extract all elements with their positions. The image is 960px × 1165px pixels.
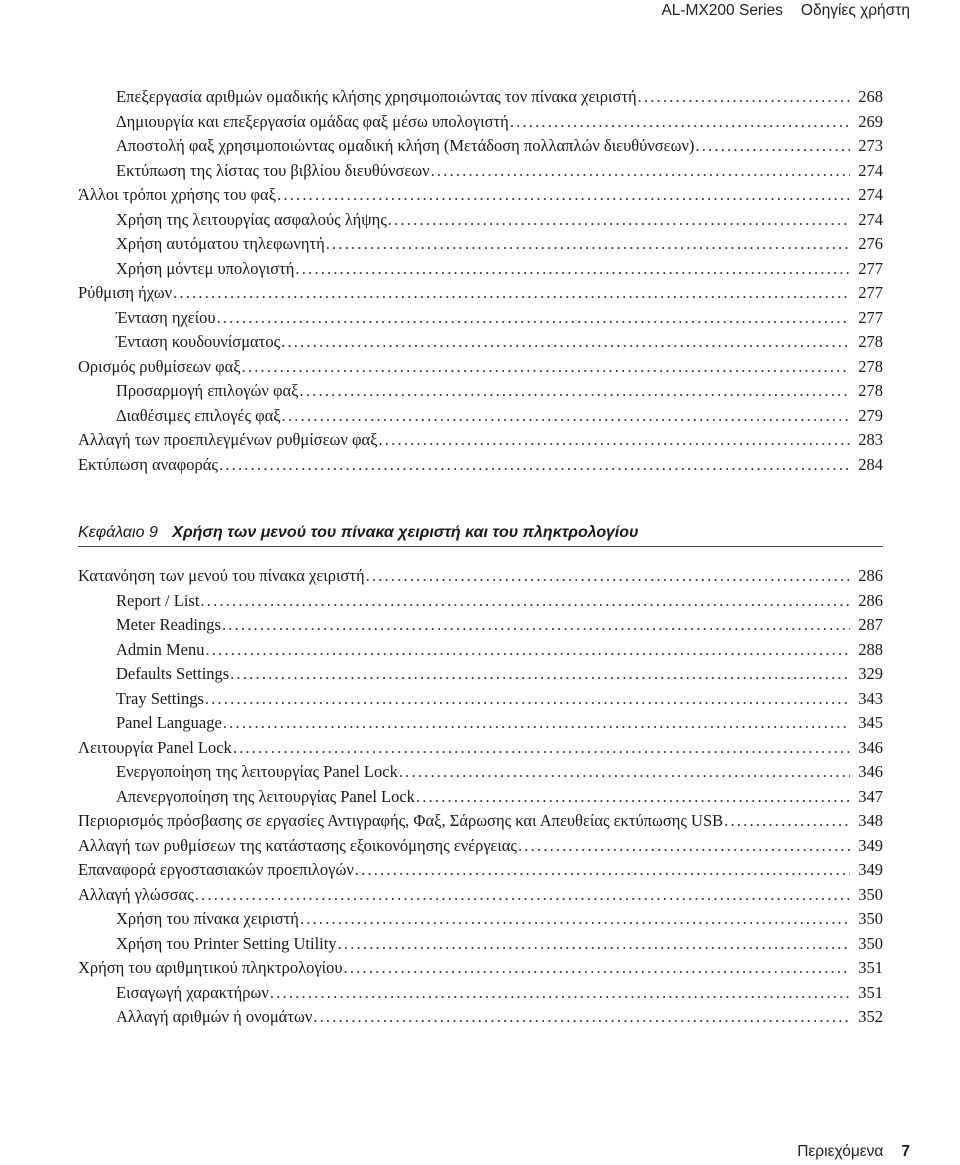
toc-leader-dots (219, 455, 850, 475)
toc-entry[interactable] (78, 885, 883, 910)
toc-leader-dots (205, 689, 850, 709)
toc-entry-title: Χρήση μόντεμ υπολογιστή (116, 258, 295, 278)
toc-leader-dots (313, 1007, 850, 1027)
toc-leader-dots (638, 87, 850, 107)
toc-leader-dots (222, 615, 850, 635)
toc-entry[interactable] (78, 455, 883, 480)
toc-entry-page: 286 (858, 566, 883, 585)
toc-leader-dots (200, 591, 850, 611)
toc-entry-page: 350 (858, 909, 883, 928)
toc-entry[interactable] (78, 787, 883, 812)
toc-entry-page: 343 (858, 688, 883, 708)
toc-entry[interactable] (78, 738, 883, 763)
toc-entry-title: Report / List (116, 590, 200, 610)
toc-entry[interactable] (78, 406, 883, 431)
toc-leader-dots (338, 934, 850, 954)
toc-entry-page: 277 (858, 258, 883, 278)
toc-leader-dots (205, 640, 850, 660)
toc-entry-title: Επαναφορά εργοστασιακών προεπιλογών (78, 860, 354, 879)
toc-entry[interactable] (78, 87, 883, 112)
toc-entry[interactable] (78, 909, 883, 934)
toc-entry-page: 329 (858, 664, 883, 683)
toc-entry-page: 287 (858, 615, 883, 634)
chapter-title: Χρήση των μενού του πίνακα χειριστή και του πληκτρολογίου (172, 524, 639, 541)
toc-entry-title: Ένταση ηχείου (116, 307, 216, 327)
toc-entry-title: Meter Readings (116, 615, 221, 634)
toc-leader-dots (378, 430, 850, 450)
toc-entry[interactable] (78, 161, 883, 186)
toc-entry-title: Περιορισμός πρόσβασης σε εργασίες Αντιγραφής, Φαξ, Σάρωσης και Απευθείας εκτύπωσης USB (78, 811, 724, 830)
toc-entry-title: Αλλαγή γλώσσας (78, 884, 194, 904)
toc-leader-dots (695, 136, 850, 156)
toc-entry[interactable] (78, 640, 883, 665)
toc-entry-page: 351 (858, 958, 883, 977)
toc-leader-dots (300, 909, 850, 929)
toc-leader-dots (217, 308, 850, 328)
toc-entry-title: Defaults Settings (116, 664, 230, 683)
toc-leader-dots (223, 713, 850, 733)
toc-entry-title: Εκτύπωση αναφοράς (78, 454, 218, 474)
toc-section-chapter-9 (78, 566, 883, 1032)
toc-entry-page: 278 (858, 356, 883, 376)
toc-leader-dots (295, 259, 850, 279)
toc-leader-dots (173, 283, 850, 303)
toc-entry-page: 346 (858, 762, 883, 781)
toc-entry-title: Δημιουργία και επεξεργασία ομάδας φαξ μέσω υπολογιστή (116, 111, 509, 131)
toc-entry[interactable] (78, 283, 883, 308)
toc-entry[interactable] (78, 566, 883, 591)
toc-leader-dots (724, 811, 850, 831)
toc-entry[interactable] (78, 112, 883, 137)
toc-entry-title: Χρήση του Printer Setting Utility (116, 933, 337, 953)
toc-entry-page: 278 (858, 332, 883, 351)
toc-leader-dots (230, 664, 850, 684)
toc-entry[interactable] (78, 308, 883, 333)
toc-entry-title: Αποστολή φαξ χρησιμοποιώντας ομαδική κλήση (Μετάδοση πολλαπλών διευθύνσεων) (116, 136, 695, 155)
toc-entry-page: 349 (858, 860, 883, 879)
toc-entry-page: 276 (858, 234, 883, 253)
toc-entry-page: 351 (858, 982, 883, 1002)
toc-entry-title: Panel Language (116, 713, 222, 732)
toc-entry-page: 268 (858, 87, 883, 106)
toc-leader-dots (277, 185, 850, 205)
toc-leader-dots (242, 357, 850, 377)
page-header (661, 2, 910, 20)
toc-leader-dots (326, 234, 850, 254)
toc-entry[interactable] (78, 860, 883, 885)
toc-entry-page: 349 (858, 835, 883, 855)
toc-entry[interactable] (78, 381, 883, 406)
toc-entry-page: 352 (858, 1007, 883, 1026)
toc-entry-page: 288 (858, 639, 883, 659)
toc-leader-dots (233, 738, 850, 758)
toc-entry-title: Κατανόηση των μενού του πίνακα χειριστή (78, 566, 365, 585)
toc-entry-page: 269 (858, 111, 883, 131)
toc-leader-dots (518, 836, 850, 856)
toc-entry-page: 348 (858, 811, 883, 830)
toc-entry-page: 283 (858, 430, 883, 449)
toc-entry[interactable] (78, 357, 883, 382)
toc-entry-title: Ενεργοποίηση της λειτουργίας Panel Lock (116, 762, 398, 781)
toc-entry-page: 350 (858, 933, 883, 953)
toc-entry[interactable] (78, 836, 883, 861)
toc-entry-title: Χρήση της λειτουργίας ασφαλούς λήψης (116, 209, 387, 229)
toc-entry-page: 273 (858, 136, 883, 155)
toc-entry-title: Άλλοι τρόποι χρήσης του φαξ (78, 185, 277, 204)
toc-entry-title: Διαθέσιμες επιλογές φαξ (116, 405, 281, 425)
toc-entry[interactable] (78, 615, 883, 640)
toc-entry-title: Προσαρμογή επιλογών φαξ (116, 381, 299, 400)
toc-leader-dots (344, 958, 850, 978)
toc-entry-page: 345 (858, 713, 883, 732)
toc-entry-title: Αλλαγή των ρυθμίσεων της κατάστασης εξοικονόμησης ενέργειας (78, 835, 517, 855)
header-doc-title: Οδηγίες χρήστη (800, 2, 910, 19)
toc-entry-page: 274 (858, 185, 883, 204)
toc-entry[interactable] (78, 689, 883, 714)
toc-entry[interactable] (78, 259, 883, 284)
chapter-heading (78, 524, 883, 547)
chapter-number: Κεφάλαιο 9 (78, 524, 158, 541)
toc-entry[interactable] (78, 811, 883, 836)
toc-entry[interactable] (78, 664, 883, 689)
toc-entry-title: Εκτύπωση της λίστας του βιβλίου διευθύνσεων (116, 160, 430, 180)
toc-entry-page: 286 (858, 590, 883, 610)
toc-entry[interactable] (78, 234, 883, 259)
footer-section: Περιεχόμενα (797, 1143, 884, 1160)
toc-entry-title: Αλλαγή των προεπιλεγμένων ρυθμίσεων φαξ (78, 430, 378, 449)
toc-entry-page: 346 (858, 737, 883, 757)
toc-entry[interactable] (78, 591, 883, 616)
page-number: 7 (901, 1143, 910, 1160)
toc-entry-page: 284 (858, 454, 883, 474)
toc-entry-title: Επεξεργασία αριθμών ομαδικής κλήσης χρησιμοποιώντας τον πίνακα χειριστή (116, 87, 637, 106)
toc-entry-title: Απενεργοποίηση της λειτουργίας Panel Lock (116, 786, 415, 806)
toc-entry-title: Αλλαγή αριθμών ή ονομάτων (116, 1007, 313, 1026)
toc-entry[interactable] (78, 1007, 883, 1032)
toc-entry-title: Tray Settings (116, 688, 204, 708)
toc-entry[interactable] (78, 210, 883, 235)
toc-leader-dots (282, 406, 850, 426)
toc-leader-dots (366, 566, 850, 586)
toc-leader-dots (355, 860, 850, 880)
toc-entry-title: Εισαγωγή χαρακτήρων (116, 982, 269, 1002)
toc-leader-dots (281, 332, 850, 352)
toc-entry[interactable] (78, 430, 883, 455)
toc-leader-dots (431, 161, 850, 181)
toc-entry[interactable] (78, 958, 883, 983)
toc-entry[interactable] (78, 713, 883, 738)
toc-entry[interactable] (78, 332, 883, 357)
toc-section-fax (78, 87, 883, 479)
toc-entry-page: 278 (858, 381, 883, 400)
toc-entry-title: Χρήση του αριθμητικού πληκτρολογίου (78, 958, 343, 977)
toc-leader-dots (510, 112, 850, 132)
toc-entry-title: Admin Menu (116, 639, 205, 659)
toc-entry-title: Ρύθμιση ήχων (78, 283, 173, 302)
toc-entry[interactable] (78, 136, 883, 161)
toc-entry-page: 274 (858, 160, 883, 180)
toc-leader-dots (388, 210, 850, 230)
toc-entry-title: Λειτουργία Panel Lock (78, 737, 232, 757)
toc-entry-page: 347 (858, 786, 883, 806)
toc-entry-title: Ορισμός ρυθμίσεων φαξ (78, 356, 241, 376)
page-footer (797, 1143, 910, 1161)
toc-entry[interactable] (78, 762, 883, 787)
toc-entry-page: 279 (858, 405, 883, 425)
toc-leader-dots (399, 762, 850, 782)
toc-leader-dots (416, 787, 850, 807)
toc-entry-page: 350 (858, 884, 883, 904)
toc-entry[interactable] (78, 983, 883, 1008)
toc-entry-page: 277 (858, 283, 883, 302)
toc-entry-title: Χρήση του πίνακα χειριστή (116, 909, 299, 928)
toc-leader-dots (300, 381, 850, 401)
toc-entry-page: 277 (858, 307, 883, 327)
toc-leader-dots (195, 885, 850, 905)
toc-entry[interactable] (78, 185, 883, 210)
toc-entry-title: Ένταση κουδουνίσματος (116, 332, 281, 351)
toc-leader-dots (270, 983, 850, 1003)
toc-entry-title: Χρήση αυτόματου τηλεφωνητή (116, 234, 325, 253)
toc-entry-page: 274 (858, 209, 883, 229)
header-product: AL-MX200 Series (661, 2, 783, 19)
toc-entry[interactable] (78, 934, 883, 959)
